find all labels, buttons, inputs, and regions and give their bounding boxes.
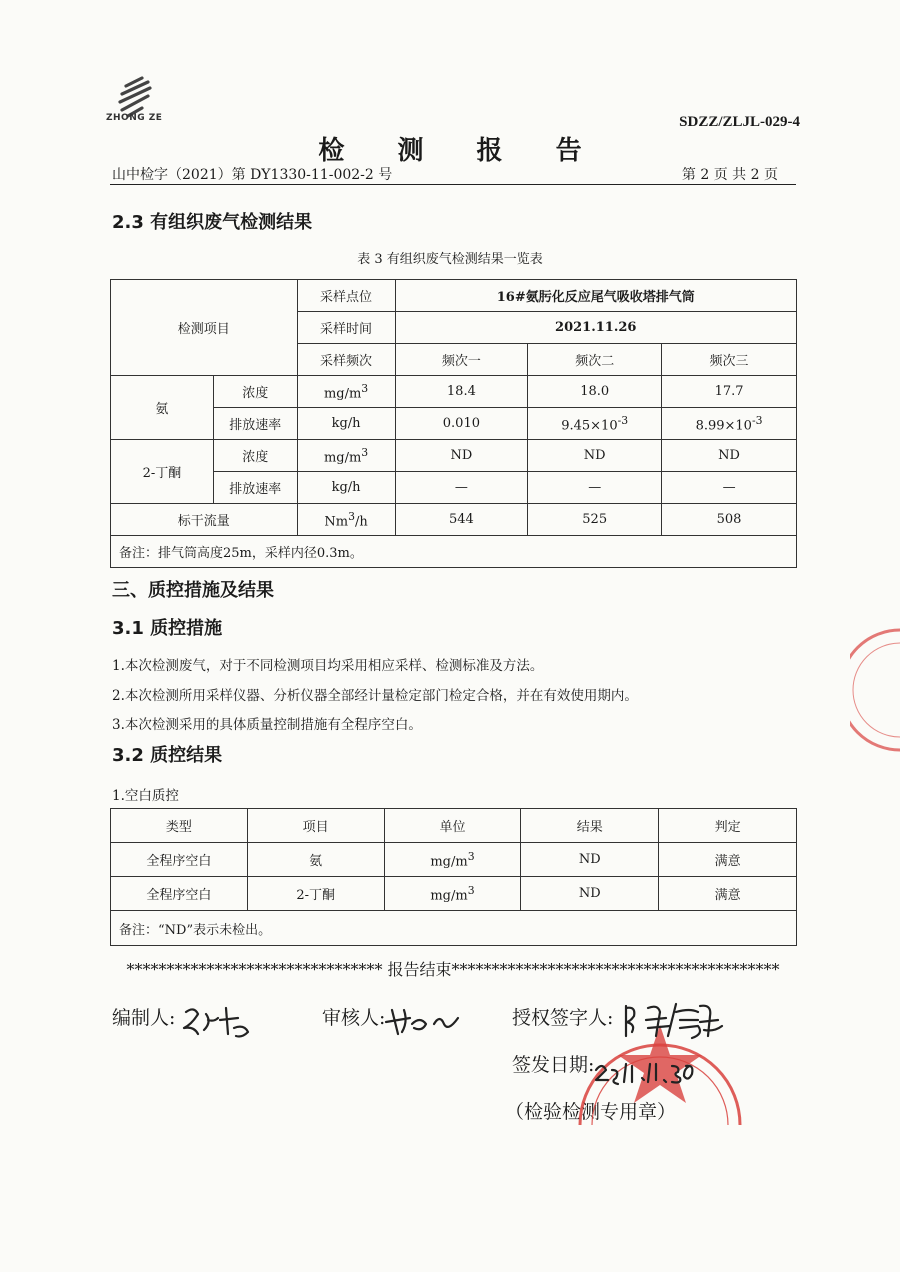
table-row bbox=[111, 472, 797, 504]
value-cell: ND bbox=[528, 440, 662, 472]
column-header: 结果 bbox=[521, 809, 659, 843]
time-value-cell: 2021.11.26 bbox=[395, 312, 797, 344]
value-cell: — bbox=[662, 472, 797, 504]
pollutant-cell: 氨 bbox=[111, 376, 214, 440]
flow-value-cell: 525 bbox=[528, 504, 662, 536]
document-code: SDZZ/ZLJL-029-4 bbox=[679, 114, 800, 130]
unit-cell: kg/h bbox=[297, 408, 395, 440]
table-row bbox=[111, 843, 797, 877]
type-cell: 全程序空白 bbox=[111, 843, 248, 877]
unit-cell: $mg/m^3$ bbox=[297, 440, 395, 472]
value-cell: — bbox=[528, 472, 662, 504]
param-cell: 排放速率 bbox=[213, 408, 297, 440]
flow-value-cell: 544 bbox=[395, 504, 528, 536]
table-row bbox=[111, 536, 797, 568]
value-cell: 17.7 bbox=[662, 376, 797, 408]
flow-unit-cell: Nm$^3$/h bbox=[297, 504, 395, 536]
table-row bbox=[111, 440, 797, 472]
section-heading-3: 三、质控措施及结果 bbox=[112, 580, 274, 601]
measure-paragraph: 1.本次检测废气，对于不同检测项目均采用相应采样、检测标准及方法。 bbox=[112, 658, 544, 674]
location-label-cell: 采样点位 bbox=[297, 280, 395, 312]
value-cell: ND bbox=[395, 440, 528, 472]
header-divider bbox=[110, 184, 796, 185]
table-note: 备注：排气筒高度25m，采样内径0.3m。 bbox=[111, 536, 797, 568]
measure-paragraph: 2.本次检测所用采样仪器、分析仪器全部经计量检定部门检定合格，并在有效使用期内。 bbox=[112, 688, 638, 704]
page-number: 第 2 页 共 2 页 bbox=[681, 167, 778, 183]
value-cell: 0.010 bbox=[395, 408, 528, 440]
param-cell: 排放速率 bbox=[213, 472, 297, 504]
column-header: 单位 bbox=[384, 809, 521, 843]
param-cell: 浓度 bbox=[213, 440, 297, 472]
table-row bbox=[111, 408, 797, 440]
report-number: 山中检字（2021）第 DY1330-11-002-2 号 bbox=[112, 167, 393, 183]
seal-note: （检验检测专用章） bbox=[505, 1101, 677, 1123]
column-header: 项目 bbox=[247, 809, 384, 843]
table-header-row bbox=[111, 809, 797, 843]
unit-cell: $mg/m^3$ bbox=[384, 843, 521, 877]
flow-label-cell: 标干流量 bbox=[111, 504, 298, 536]
issue-date-label: 签发日期: bbox=[512, 1054, 595, 1076]
pollutant-cell: 2-丁酮 bbox=[111, 440, 214, 504]
item-cell: 氨 bbox=[247, 843, 384, 877]
blank-qc-title: 1.空白质控 bbox=[112, 788, 179, 804]
logo-text: ZHONG ZE bbox=[106, 113, 163, 123]
table-row bbox=[111, 376, 797, 408]
frequency-2-cell: 频次二 bbox=[528, 344, 662, 376]
item-cell: 2-丁酮 bbox=[247, 877, 384, 911]
table-row bbox=[111, 504, 797, 536]
param-cell: 浓度 bbox=[213, 376, 297, 408]
report-end-line: ******************************** 报告结束***************************************** bbox=[126, 960, 780, 979]
section-heading-2-3: 2.3 有组织废气检测结果 bbox=[112, 212, 313, 233]
value-cell: ND bbox=[662, 440, 797, 472]
measure-paragraph: 3.本次检测采用的具体质量控制措施有全程序空白。 bbox=[112, 717, 422, 733]
verdict-cell: 满意 bbox=[659, 843, 797, 877]
table-row bbox=[111, 911, 797, 946]
unit-cell: $mg/m^3$ bbox=[297, 376, 395, 408]
compiler-label: 编制人: bbox=[112, 1007, 176, 1029]
value-cell: 18.4 bbox=[395, 376, 528, 408]
location-value-cell: 16#氨肟化反应尾气吸收塔排气筒 bbox=[395, 280, 797, 312]
authorizer-label: 授权签字人: bbox=[512, 1007, 614, 1029]
flow-value-cell: 508 bbox=[662, 504, 797, 536]
verdict-cell: 满意 bbox=[659, 877, 797, 911]
official-seal-icon bbox=[560, 985, 760, 1135]
edge-seal-icon bbox=[850, 625, 900, 755]
value-cell: 18.0 bbox=[528, 376, 662, 408]
column-header: 判定 bbox=[659, 809, 797, 843]
result-cell: ND bbox=[521, 877, 659, 911]
section-heading-3-1: 3.1 质控措施 bbox=[112, 618, 223, 639]
table-row bbox=[111, 280, 797, 312]
value-cell: $9.45\times 10^{-3}$ bbox=[528, 408, 662, 440]
table-row bbox=[111, 877, 797, 911]
frequency-3-cell: 频次三 bbox=[662, 344, 797, 376]
frequency-1-cell: 频次一 bbox=[395, 344, 528, 376]
unit-cell: kg/h bbox=[297, 472, 395, 504]
reviewer-label: 审核人: bbox=[322, 1007, 386, 1029]
table-note: 备注：“ND”表示未检出。 bbox=[111, 911, 797, 946]
waste-gas-results-table bbox=[110, 279, 797, 568]
section-heading-3-2: 3.2 质控结果 bbox=[112, 745, 223, 766]
report-title: 检 测 报 告 bbox=[318, 136, 604, 166]
unit-cell: $mg/m^3$ bbox=[384, 877, 521, 911]
item-header-cell: 检测项目 bbox=[111, 280, 298, 376]
time-label-cell: 采样时间 bbox=[297, 312, 395, 344]
blank-qc-table bbox=[110, 808, 797, 946]
value-cell: — bbox=[395, 472, 528, 504]
table-3-caption: 表 3 有组织废气检测结果一览表 bbox=[357, 252, 543, 267]
column-header: 类型 bbox=[111, 809, 248, 843]
value-cell: $8.99\times 10^{-3}$ bbox=[662, 408, 797, 440]
type-cell: 全程序空白 bbox=[111, 877, 248, 911]
frequency-label-cell: 采样频次 bbox=[297, 344, 395, 376]
result-cell: ND bbox=[521, 843, 659, 877]
